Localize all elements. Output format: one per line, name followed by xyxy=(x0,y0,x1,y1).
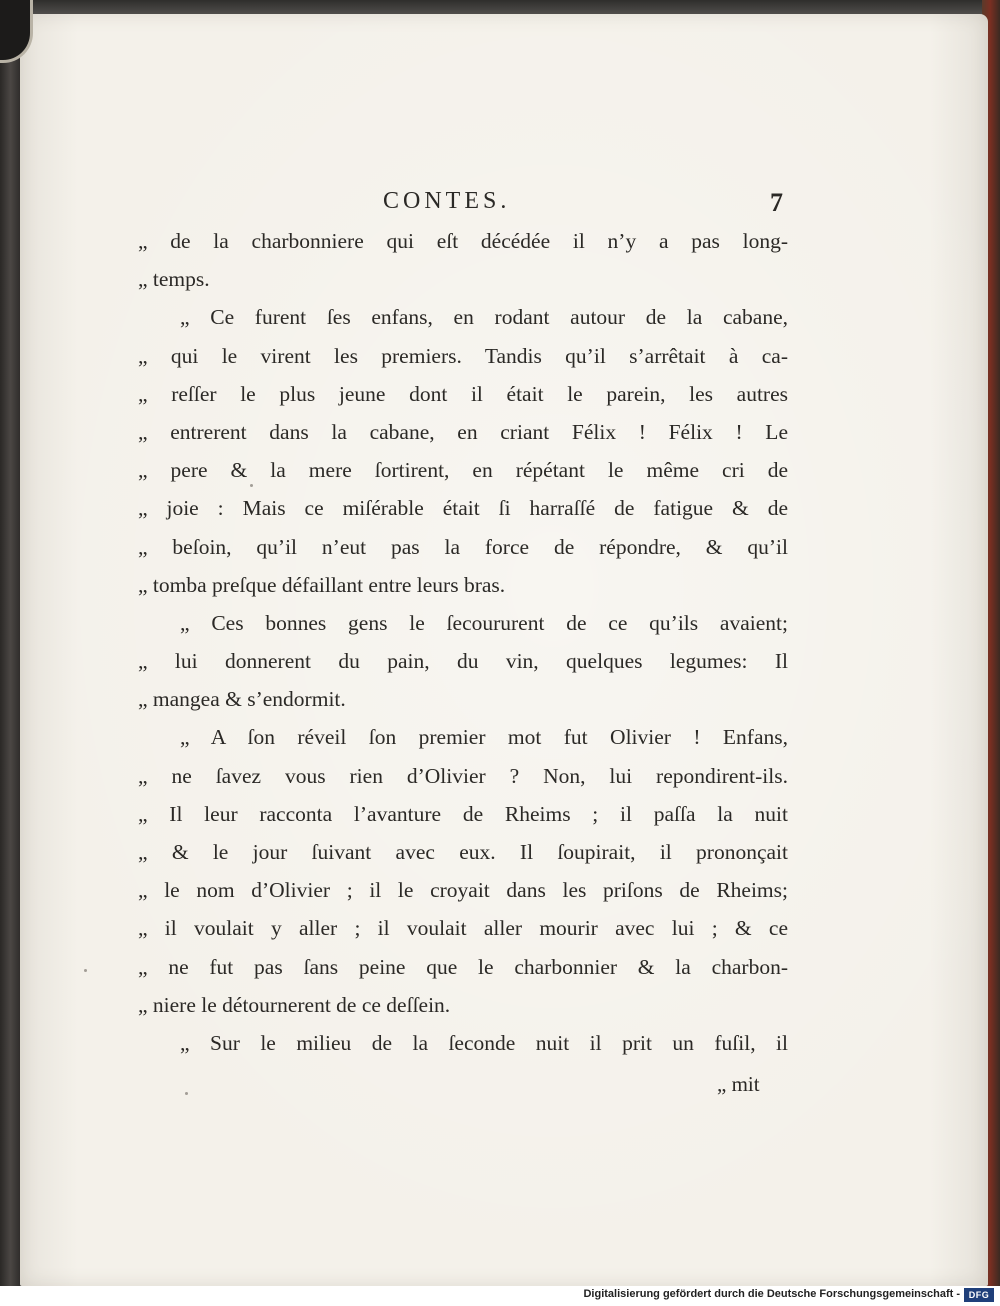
text-line: „ reſſer le plus jeune dont il était le parein, les autres xyxy=(138,381,788,406)
digitization-footer xyxy=(0,1286,1000,1306)
text-line: „ tomba preſque défaillant entre leurs bras. xyxy=(138,572,506,597)
text-line: „ mangea & s’endormit. xyxy=(138,687,346,712)
running-head: CONTES. xyxy=(383,188,511,214)
text-line: „ le nom d’Olivier ; il le croyait dans les priſons de Rheims; xyxy=(138,878,788,903)
body-text xyxy=(138,222,788,1062)
text-line: „ beſoin, qu’il n’eut pas la force de répondre, & qu’il xyxy=(138,534,788,559)
text-line: „ Ce furent ſes enfans, en rodant autour de la cabane, xyxy=(180,305,788,330)
text-line: „ qui le virent les premiers. Tandis qu’il s’arrêtait à ca- xyxy=(138,343,788,368)
page-number: 7 xyxy=(770,188,783,217)
paper-speck xyxy=(185,1092,188,1095)
text-line: „ il voulait y aller ; il voulait aller mourir avec lui ; & ce xyxy=(138,916,788,941)
text-line: „ & le jour ſuivant avec eux. Il ſoupirait, il prononçait xyxy=(138,840,788,864)
text-line: „ ne fut pas ſans peine que le charbonnier & la charbon- xyxy=(138,954,788,979)
text-line: „ Il leur racconta l’avanture de Rheims ; il paſſa la nuit xyxy=(138,801,788,826)
catchword: „ mit xyxy=(717,1072,760,1096)
text-line: „ lui donnerent du pain, du vin, quelques legumes: Il xyxy=(138,649,788,674)
text-line: „ Ces bonnes gens le ſecoururent de ce qu’ils avaient; xyxy=(180,610,788,635)
text-line: „ joie : Mais ce miſérable était ſi harraſſé de fatigue & de xyxy=(138,496,788,521)
text-line: „ temps. xyxy=(138,267,210,292)
text-line: „ Sur le milieu de la ſeconde nuit il prit un fuſil, il xyxy=(180,1030,788,1055)
text-line: „ de la charbonniere qui eſt décédée il n’y a pas long- xyxy=(138,229,788,253)
text-line: „ pere & la mere ſortirent, en répétant le même cri de xyxy=(138,458,788,483)
text-line: „ ne ſavez vous rien d’Olivier ? Non, lui repondirent-ils. xyxy=(138,763,788,788)
text-line: „ entrerent dans la cabane, en criant Félix ! Félix ! Le xyxy=(138,419,788,444)
text-line: „ A ſon réveil ſon premier mot fut Olivier ! Enfans, xyxy=(180,725,788,750)
text-line: „ niere le détournerent de ce deſſein. xyxy=(138,992,451,1017)
dfg-logo: DFG xyxy=(964,1288,994,1302)
funding-credit: Digitalisierung gefördert durch die Deutsche Forschungsgemeinschaft - xyxy=(583,1288,960,1300)
paper-speck xyxy=(84,969,87,972)
